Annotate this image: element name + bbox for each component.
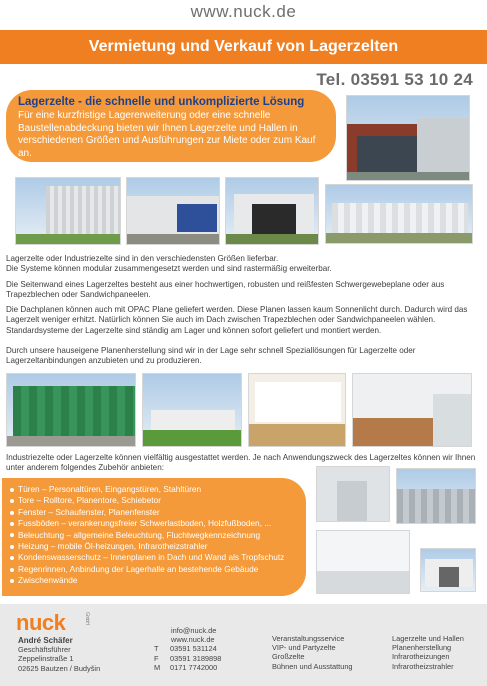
list-item: Kondenswasserschutz – Innenplanen in Dach und Wand als Tropfschutz (10, 552, 298, 563)
photo-white-hall (142, 373, 242, 447)
list-item: Fussböden – verankerungsfreier Schwerlastboden, Holzfußboden, ... (10, 518, 298, 529)
list-item: Beleuchtung – allgemeine Beleuchtung, Fluchtwegkennzeichnung (10, 530, 298, 541)
company-logo: nuck GmbH (16, 610, 90, 635)
photo-tent-building (346, 95, 470, 181)
photo-tent-2 (126, 177, 220, 245)
photo-tent-4 (325, 184, 473, 244)
website-url: www.nuck.de (190, 2, 297, 21)
phone-value: 03591 531124 (170, 644, 217, 654)
person-role: Geschäftsführer (18, 645, 71, 655)
phone-number: Tel. 03591 53 10 24 (316, 70, 473, 89)
text-sizes: Lagerzelte oder Industriezelte sind in den verschiedensten Größen lieferbar. (6, 254, 279, 263)
list-item: Zwischenwände (10, 575, 298, 586)
contact-details: info@nuck.de www.nuck.de T 03591 531124 F 03591 3189898 M 0171 7742000 (154, 626, 222, 672)
intro-title: Lagerzelte - die schnelle und unkomplizierte Lösung (18, 96, 305, 108)
fax-value: 03591 3189898 (170, 653, 222, 663)
list-item: Regenrinnen, Anbindung der Lagerhalle an bestehende Gebäude (10, 564, 298, 575)
list-item: Heizung – mobile Öl-heizungen, Infrarotheizstrahler (10, 541, 298, 552)
headline-banner: Vermietung und Verkauf von Lagerzelten (0, 30, 487, 64)
photo-tent-interior-1 (248, 373, 346, 447)
paragraph-equipment: Industriezelte oder Lagerzelte können vielfältig ausgestattet werden. Je nach Anwendungszweck des Lagerzeltes können wir Ihnen unter anderem folgendes Zubehör anbieten: (6, 453, 476, 473)
person-name: André Schäfer (18, 636, 73, 645)
photo-tent-door (316, 466, 390, 522)
photo-tent-1 (15, 177, 121, 245)
address-city: 02625 Bautzen / Budyšin (18, 663, 101, 673)
contact-person (18, 636, 100, 673)
footer (0, 604, 487, 686)
mobile-value: 0171 7742000 (170, 662, 218, 672)
photo-tent-3 (225, 177, 319, 245)
list-item: Türen – Personaltüren, Eingangstüren, Stahltüren (10, 484, 298, 495)
photo-tent-wall (396, 468, 476, 524)
photo-tent-entrance (420, 548, 476, 592)
intro-text: Für eine kurzfristige Lagererweiterung oder eine schnelle Baustellenabdeckung bieten wir Ihnen Lagerzelte und Hallen in verschiedenen Größen und Ausführungen zur Miete oder zum Kauf an. (18, 110, 316, 159)
photo-tent-interior-2 (352, 373, 472, 447)
paragraph-sidewalls: Die Seitenwand eines Lagerzeltes besteht aus einer hochwertigen, robusten und reißfesten Schwergewebeplane oder aus Trapezblechen oder Sandwichpaneelen. (6, 280, 445, 300)
text-modular: Die Systeme können modular zusammengesetzt werden und sind rastermäßig erweiterbar. (6, 264, 332, 274)
list-item: Tore – Rolltore, Planentore, Schiebetor (10, 495, 298, 506)
intro-box (6, 90, 336, 162)
address-street: Zeppelinstraße 1 (18, 654, 74, 664)
paragraph-special: Durch unsere hauseigene Planenherstellung sind wir in der Lage sehr schnell Speziallösungen für Lagerzelte oder Lagerzeltanbindungen anzubieten und zu produzieren. (6, 346, 416, 366)
web-link[interactable]: www.nuck.de (171, 635, 215, 645)
accessory-box (2, 478, 306, 596)
paragraph-roof: Die Dachplanen können auch mit OPAC Plane geliefert werden. Diese Planen lassen kaum Sonnenlicht durch. Dadurch wird das Lagerzelt weniger erhitzt. Natürlich können Sie auch im Dach zwischen Trapezblechen oder Sandwichpaneelen wählen. Standardsysteme der Lagerzelte sind ständig am Lager und können sofort geliefert und montiert werden. (6, 305, 468, 335)
photo-green-tent (6, 373, 136, 447)
photo-tent-interior-3 (316, 530, 410, 594)
services-tents: Lagerzelte und Hallen Planenherstellung Infrarotheizungen Infrarotheizstrahler (392, 634, 464, 671)
services-events: Veranstaltungsservice VIP- und Partyzelte Großzelte Bühnen und Ausstattung (272, 634, 353, 671)
email-link[interactable]: info@nuck.de (171, 626, 217, 635)
paragraph-sizes (6, 254, 482, 275)
accessory-list (10, 484, 298, 587)
list-item: Fenster – Schaufenster, Planenfenster (10, 507, 298, 518)
